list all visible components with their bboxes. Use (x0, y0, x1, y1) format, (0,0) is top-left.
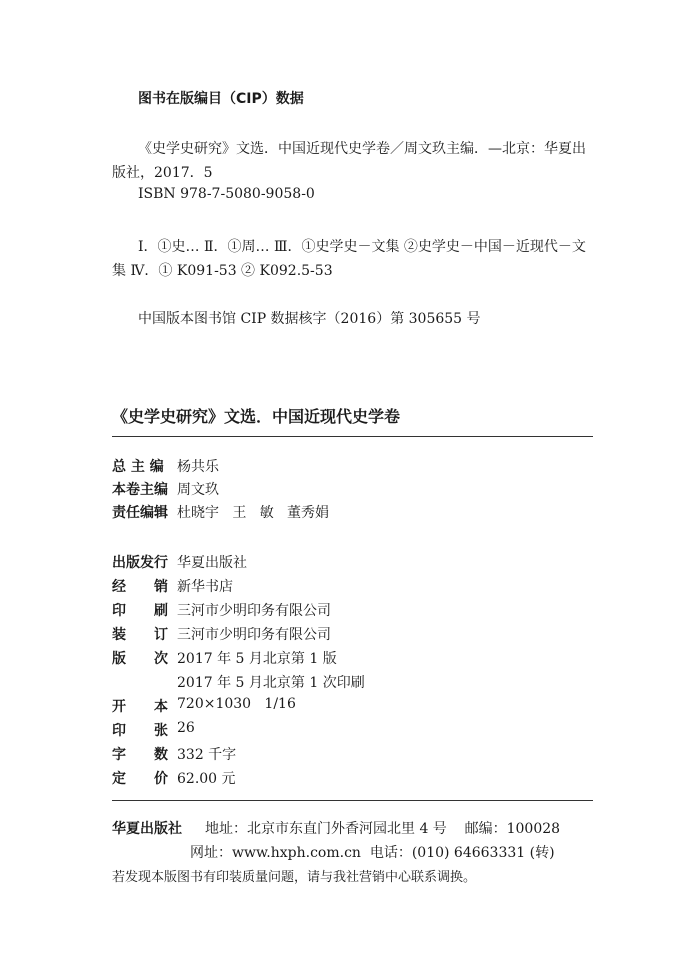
detail-label: 装 订 (112, 627, 168, 643)
detail-label: 经 销 (112, 579, 168, 595)
cip-classification-line-2: 集 Ⅳ．① K091-53 ② K092.5-53 (112, 263, 333, 279)
publisher-address: 地址：北京市东直门外香河园北里 4 号 邮编：100028 (205, 821, 561, 837)
editor-label: 责任编辑 (112, 505, 168, 521)
book-title: 《史学史研究》文选．中国近现代史学卷 (112, 407, 401, 426)
cip-description-line-2: 版社，2017．5 (112, 165, 213, 181)
detail-label: 出版发行 (112, 555, 168, 571)
editor-label: 总 主 编 (112, 459, 164, 475)
detail-label: 开 本 (112, 699, 168, 715)
divider (112, 436, 593, 437)
detail-value: 720×1030 1/16 (177, 696, 296, 712)
editor-value: 杜晓宇 王 敏 董秀娟 (177, 505, 330, 521)
cip-heading: 图书在版编目（CIP）数据 (138, 91, 304, 107)
publisher-name: 华夏出版社 (112, 821, 182, 837)
detail-value: 2017 年 5 月北京第 1 版 (177, 651, 337, 667)
cip-isbn: ISBN 978-7-5080-9058-0 (138, 186, 315, 202)
detail-label: 印 张 (112, 723, 168, 739)
divider (112, 800, 593, 801)
cip-description-line-1: 《史学史研究》文选．中国近现代史学卷／周文玖主编．—北京：华夏出 (138, 141, 586, 157)
quality-notice: 若发现本版图书有印装质量问题，请与我社营销中心联系调换。 (112, 870, 477, 885)
editor-value: 周文玖 (177, 482, 219, 498)
detail-label: 定 价 (112, 771, 168, 787)
publisher-web-phone: 网址：www.hxph.com.cn 电话：(010) 64663331 (转) (190, 845, 555, 861)
detail-label: 版 次 (112, 651, 168, 667)
detail-value: 华夏出版社 (177, 555, 247, 571)
editor-label: 本卷主编 (112, 482, 168, 498)
detail-label: 字 数 (112, 747, 168, 763)
cip-verification: 中国版本图书馆 CIP 数据核字（2016）第 305655 号 (138, 311, 481, 327)
detail-value: 新华书店 (177, 579, 233, 595)
detail-value: 2017 年 5 月北京第 1 次印刷 (177, 675, 365, 691)
detail-value: 三河市少明印务有限公司 (177, 603, 331, 619)
editor-value: 杨共乐 (177, 459, 219, 475)
detail-value: 26 (177, 720, 195, 736)
detail-value: 三河市少明印务有限公司 (177, 627, 331, 643)
detail-value: 62.00 元 (177, 771, 236, 787)
detail-label: 印 刷 (112, 603, 168, 619)
detail-value: 332 千字 (177, 747, 237, 763)
cip-classification-line-1: Ⅰ．①史… Ⅱ．①周… Ⅲ．①史学史－文集 ②史学史－中国－近现代－文 (138, 239, 586, 255)
